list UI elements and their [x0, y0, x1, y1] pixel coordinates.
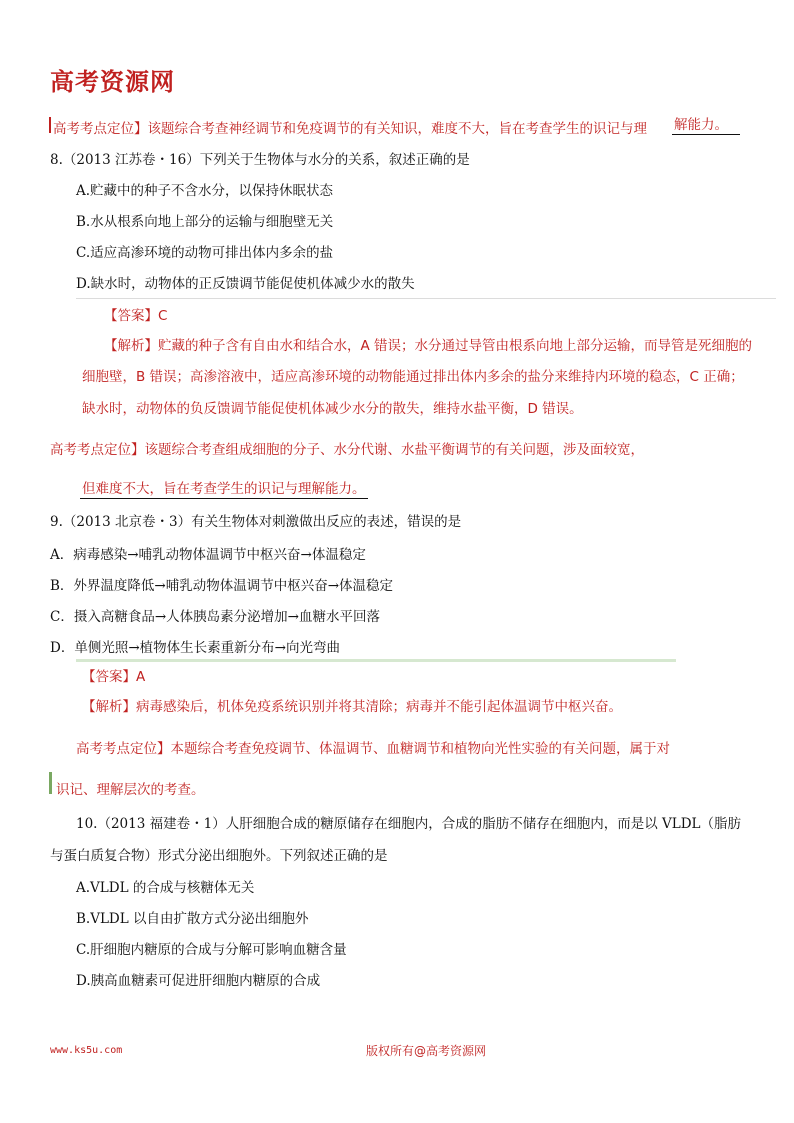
- q10-option-c: C.肝细胞内糖原的合成与分解可影响血糖含量: [76, 942, 347, 958]
- q8-option-c: C.适应高渗环境的动物可排出体内多余的盐: [76, 245, 334, 261]
- footer-copyright: 版权所有@高考资源网: [366, 1044, 487, 1058]
- q8-option-a: A.贮藏中的种子不含水分，以保持休眠状态: [76, 183, 334, 199]
- exam-point-text: 高考考点定位】该题综合考查神经调节和免疫调节的有关知识，难度不大，旨在考查学生的识记与理: [53, 121, 647, 137]
- q9-option-c: C．摄入高糖食品→人体胰岛素分泌增加→血糖水平回落: [50, 609, 380, 625]
- q10-option-b: B.VLDL 以自由扩散方式分泌出细胞外: [76, 911, 309, 927]
- q8-option-d: D.缺水时，动物体的正反馈调节能促使机体减少水的散失: [76, 276, 415, 292]
- q8-answer: 【答案】C: [104, 308, 168, 324]
- q8-analysis-line-3: 缺水时，动物体的负反馈调节能促使机体减少水分的散失，维持水盐平衡，D 错误。: [82, 401, 583, 417]
- q10-option-d: D.胰高血糖素可促进肝细胞内糖原的合成: [76, 973, 321, 989]
- q9-analysis: 【解析】病毒感染后，机体免疫系统识别并将其清除；病毒并不能引起体温调节中枢兴奋。: [82, 699, 622, 715]
- q9-exam-point-line-1: 高考考点定位】本题综合考查免疫调节、体温调节、血糖调节和植物向光性实验的有关问题，属于对: [76, 741, 670, 757]
- q8-analysis-line-2: 细胞壁，B 错误；高渗溶液中，适应高渗环境的动物能通过排出体内多余的盐分来维持内环境的稳态，C 正确；: [82, 369, 744, 385]
- q9-option-b: B．外界温度降低→哺乳动物体温调节中枢兴奋→体温稳定: [50, 578, 394, 594]
- q8-option-b: B.水从根系向地上部分的运输与细胞壁无关: [76, 214, 334, 230]
- question-9-stem: 9.（2013 北京卷・3）有关生物体对刺激做出反应的表述，错误的是: [50, 514, 462, 530]
- question-10-stem-line-1: 10.（2013 福建卷・1）人肝细胞合成的糖原储存在细胞内，合成的脂肪不储存在细胞内，而是以 VLDL（脂肪: [76, 816, 741, 832]
- left-marker-bar: [49, 117, 51, 133]
- divider-line: [76, 659, 676, 662]
- footer-website-link[interactable]: www.ks5u.com: [50, 1045, 123, 1056]
- q10-option-a: A.VLDL 的合成与核糖体无关: [76, 880, 255, 896]
- q9-option-d: D．单侧光照→植物体生长素重新分布→向光弯曲: [50, 640, 340, 656]
- question-10-stem-line-2: 与蛋白质复合物）形式分泌出细胞外。下列叙述正确的是: [50, 848, 388, 864]
- q9-answer: 【答案】A: [82, 669, 146, 685]
- q9-exam-point-line-2: 识记、理解层次的考查。: [56, 782, 205, 798]
- q8-exam-point-line-2: 但难度不大，旨在考查学生的识记与理解能力。: [80, 477, 368, 499]
- exam-point-underlined-tail: 解能力。: [672, 113, 740, 135]
- site-logo: 高考资源网: [50, 67, 175, 96]
- question-8-stem: 8.（2013 江苏卷・16）下列关于生物体与水分的关系，叙述正确的是: [50, 152, 470, 168]
- q8-exam-point-line-1: 高考考点定位】该题综合考查组成细胞的分子、水分代谢、水盐平衡调节的有关问题，涉及面较宽，: [50, 442, 644, 458]
- left-marker-bar: [49, 772, 52, 794]
- q8-analysis-line-1: 【解析】贮藏的种子含有自由水和结合水，A 错误；水分通过导管由根系向地上部分运输，而导管是死细胞的: [104, 338, 753, 354]
- q9-option-a: A．病毒感染→哺乳动物体温调节中枢兴奋→体温稳定: [50, 547, 366, 563]
- divider-line: [76, 298, 776, 299]
